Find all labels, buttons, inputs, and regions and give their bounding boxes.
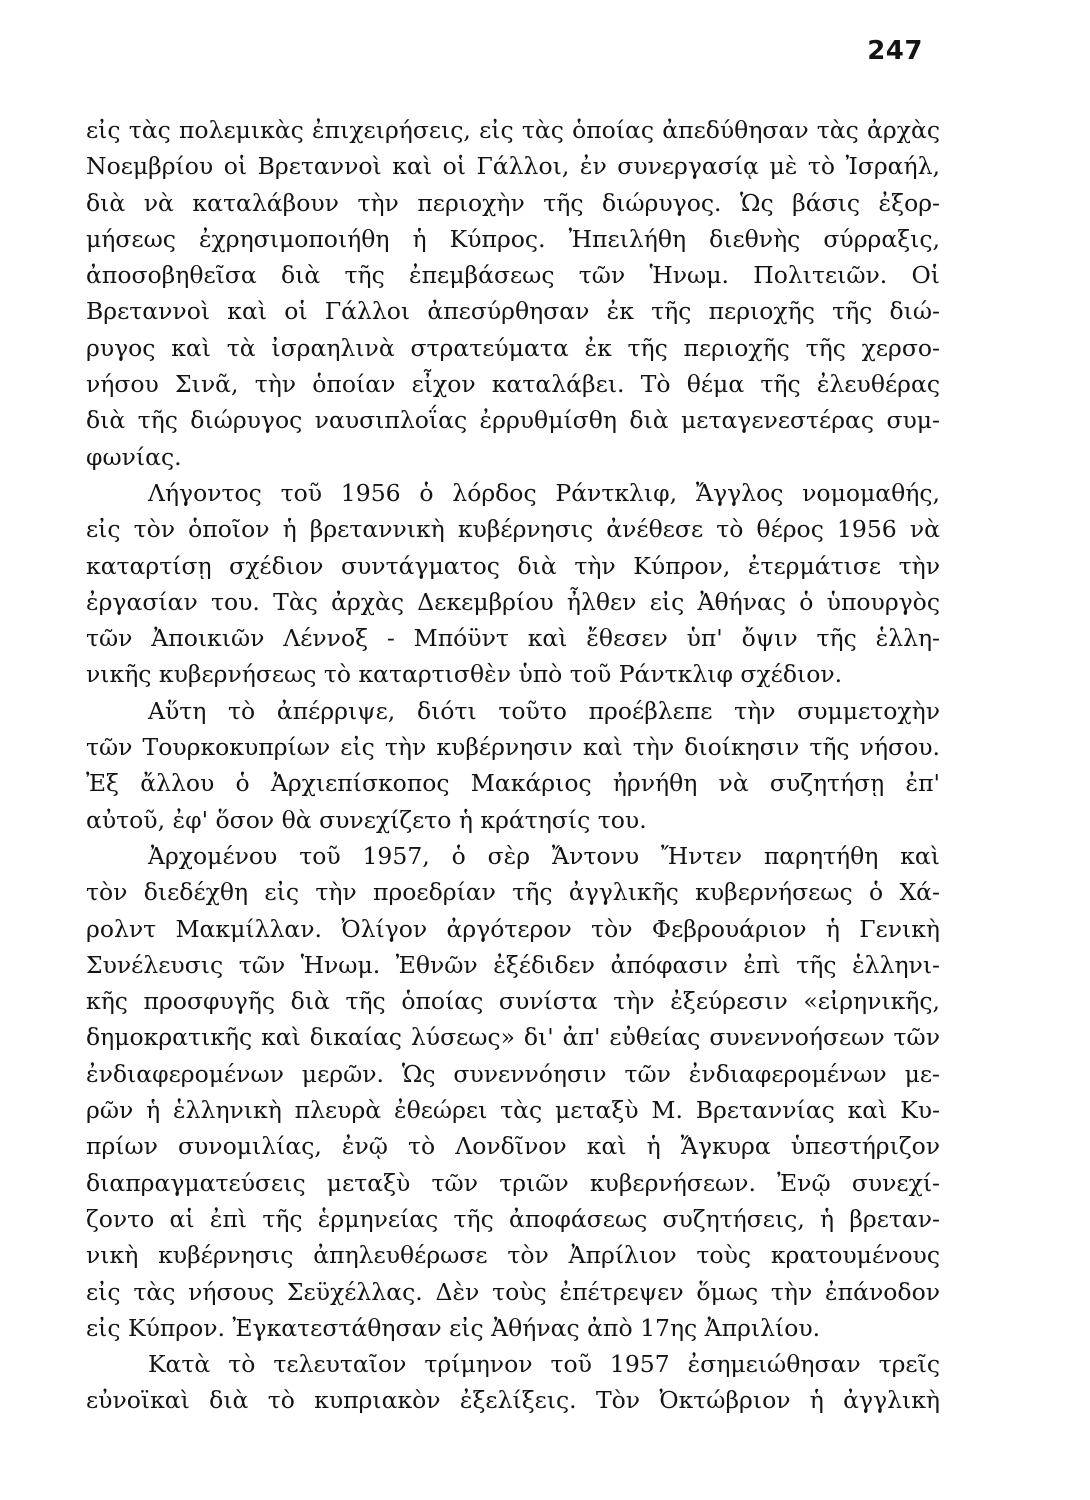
- text-line: καταρτίσῃ σχέδιον συντάγματος διὰ τὴν Κύπρον, ἐτερμάτισε τὴν: [86, 551, 940, 580]
- text-line: ἐργασίαν του. Τὰς ἀρχὰς Δεκεμβρίου ἦλθεν εἰς Ἀθήνας ὁ ὑπουργὸς: [86, 587, 940, 616]
- text-line: Λήγοντος τοῦ 1956 ὁ λόρδος Ράντκλιφ, Ἄγγλος νομομαθής,: [148, 478, 940, 507]
- text-line: ἀποσοβηθεῖσα διὰ τῆς ἐπεμβάσεως τῶν Ἡνωμ. Πολιτειῶν. Οἱ: [86, 261, 940, 290]
- text-line: ζοντο αἱ ἐπὶ τῆς ἑρμηνείας τῆς ἀποφάσεως συζητήσεις, ἡ βρεταν-: [86, 1204, 940, 1233]
- text-line: Βρεταννοὶ καὶ οἱ Γάλλοι ἀπεσύρθησαν ἐκ τῆς περιοχῆς τῆς διώ-: [86, 297, 940, 326]
- text-line: τῶν Ἀποικιῶν Λέννοξ - Μπόϋντ καὶ ἔθεσεν ὑπ' ὄψιν τῆς ἑλλη-: [86, 624, 940, 653]
- text-line: μήσεως ἐχρησιμοποιήθη ἡ Κύπρος. Ἠπειλήθη διεθνὴς σύρραξις,: [86, 224, 940, 253]
- text-line: Ἐξ ἄλλου ὁ Ἀρχιεπίσκοπος Μακάριος ἠρνήθη νὰ συζητήσῃ ἐπ': [86, 769, 940, 798]
- text-line: εὐνοϊκαὶ διὰ τὸ κυπριακὸν ἐξελίξεις. Τὸν Ὀκτώβριον ἡ ἀγγλικὴ: [86, 1386, 940, 1415]
- text-line: νήσου Σινᾶ, τὴν ὁποίαν εἶχον καταλάβει. Τὸ θέμα τῆς ἐλευθέρας: [86, 370, 940, 399]
- text-line: φωνίας.: [86, 442, 182, 471]
- text-line: εἰς τὰς πολεμικὰς ἐπιχειρήσεις, εἰς τὰς ὁποίας ἀπεδύθησαν τὰς ἀρχὰς: [86, 116, 940, 144]
- body-text: [86, 112, 940, 1419]
- text-line: τῶν Τουρκοκυπρίων εἰς τὴν κυβέρνησιν καὶ τὴν διοίκησιν τῆς νήσου.: [86, 733, 940, 762]
- text-line: ρυγος καὶ τὰ ἰσραηλινὰ στρατεύματα ἐκ τῆς περιοχῆς τῆς χερσο-: [86, 333, 940, 362]
- text-line: τὸν διεδέχθη εἰς τὴν προεδρίαν τῆς ἀγγλικῆς κυβερνήσεως ὁ Χά-: [86, 878, 940, 907]
- text-line: νικῆς κυβερνήσεως τὸ καταρτισθὲν ὑπὸ τοῦ Ράντκλιφ σχέδιον.: [86, 660, 843, 689]
- text-line: Ἀρχομένου τοῦ 1957, ὁ σὲρ Ἄντονυ Ἤντεν παρητήθη καὶ: [148, 841, 940, 870]
- text-line: διὰ τῆς διώρυγος ναυσιπλοΐας ἐρρυθμίσθη διὰ μεταγενεστέρας συμ-: [86, 406, 940, 435]
- text-line: νικὴ κυβέρνησις ἀπηλευθέρωσε τὸν Ἀπρίλιον τοὺς κρατουμένους: [86, 1241, 940, 1270]
- page-number: 247: [867, 36, 923, 66]
- text-line: διαπραγματεύσεις μεταξὺ τῶν τριῶν κυβερνήσεων. Ἐνῷ συνεχί-: [86, 1168, 940, 1197]
- text-line: εἰς τὸν ὁποῖον ἡ βρεταννικὴ κυβέρνησις ἀνέθεσε τὸ θέρος 1956 νὰ: [86, 515, 940, 544]
- text-line: εἰς Κύπρον. Ἐγκατεστάθησαν εἰς Ἀθήνας ἀπὸ 17ης Ἀπριλίου.: [86, 1313, 821, 1342]
- text-line: εἰς τὰς νήσους Σεϋχέλλας. Δὲν τοὺς ἐπέτρεψεν ὅμως τὴν ἐπάνοδον: [86, 1277, 940, 1306]
- text-line: Αὕτη τὸ ἀπέρριψε, διότι τοῦτο προέβλεπε τὴν συμμετοχὴν: [148, 696, 940, 725]
- text-line: δημοκρατικῆς καὶ δικαίας λύσεως» δι' ἀπ' εὐθείας συνεννοήσεων τῶν: [86, 1023, 940, 1052]
- text-line: Κατὰ τὸ τελευταῖον τρίμηνον τοῦ 1957 ἐσημειώθησαν τρεῖς: [148, 1350, 940, 1379]
- text-line: διὰ νὰ καταλάβουν τὴν περιοχὴν τῆς διώρυγος. Ὡς βάσις ἐξορ-: [86, 188, 940, 217]
- text-line: κῆς προσφυγῆς διὰ τῆς ὁποίας συνίστα τὴν ἐξεύρεσιν «εἰρηνικῆς,: [86, 987, 940, 1016]
- text-line: ρῶν ἡ ἑλληνικὴ πλευρὰ ἐθεώρει τὰς μεταξὺ Μ. Βρεταννίας καὶ Κυ-: [86, 1096, 940, 1125]
- text-line: Νοεμβρίου οἱ Βρεταννοὶ καὶ οἱ Γάλλοι, ἐν συνεργασίᾳ μὲ τὸ Ἰσραήλ,: [86, 152, 940, 181]
- text-line: Συνέλευσις τῶν Ἡνωμ. Ἐθνῶν ἐξέδιδεν ἀπόφασιν ἐπὶ τῆς ἑλληνι-: [86, 950, 940, 979]
- text-line: ἐνδιαφερομένων μερῶν. Ὡς συνεννόησιν τῶν ἐνδιαφερομένων με-: [86, 1059, 940, 1088]
- text-line: ρολντ Μακμίλλαν. Ὀλίγον ἀργότερον τὸν Φεβρουάριον ἡ Γενικὴ: [86, 914, 940, 943]
- text-line: πρίων συνομιλίας, ἐνῷ τὸ Λονδῖνον καὶ ἡ Ἄγκυρα ὑπεστήριζον: [86, 1132, 940, 1161]
- text-line: αὐτοῦ, ἐφ' ὅσον θὰ συνεχίζετο ἡ κράτησίς του.: [86, 805, 647, 834]
